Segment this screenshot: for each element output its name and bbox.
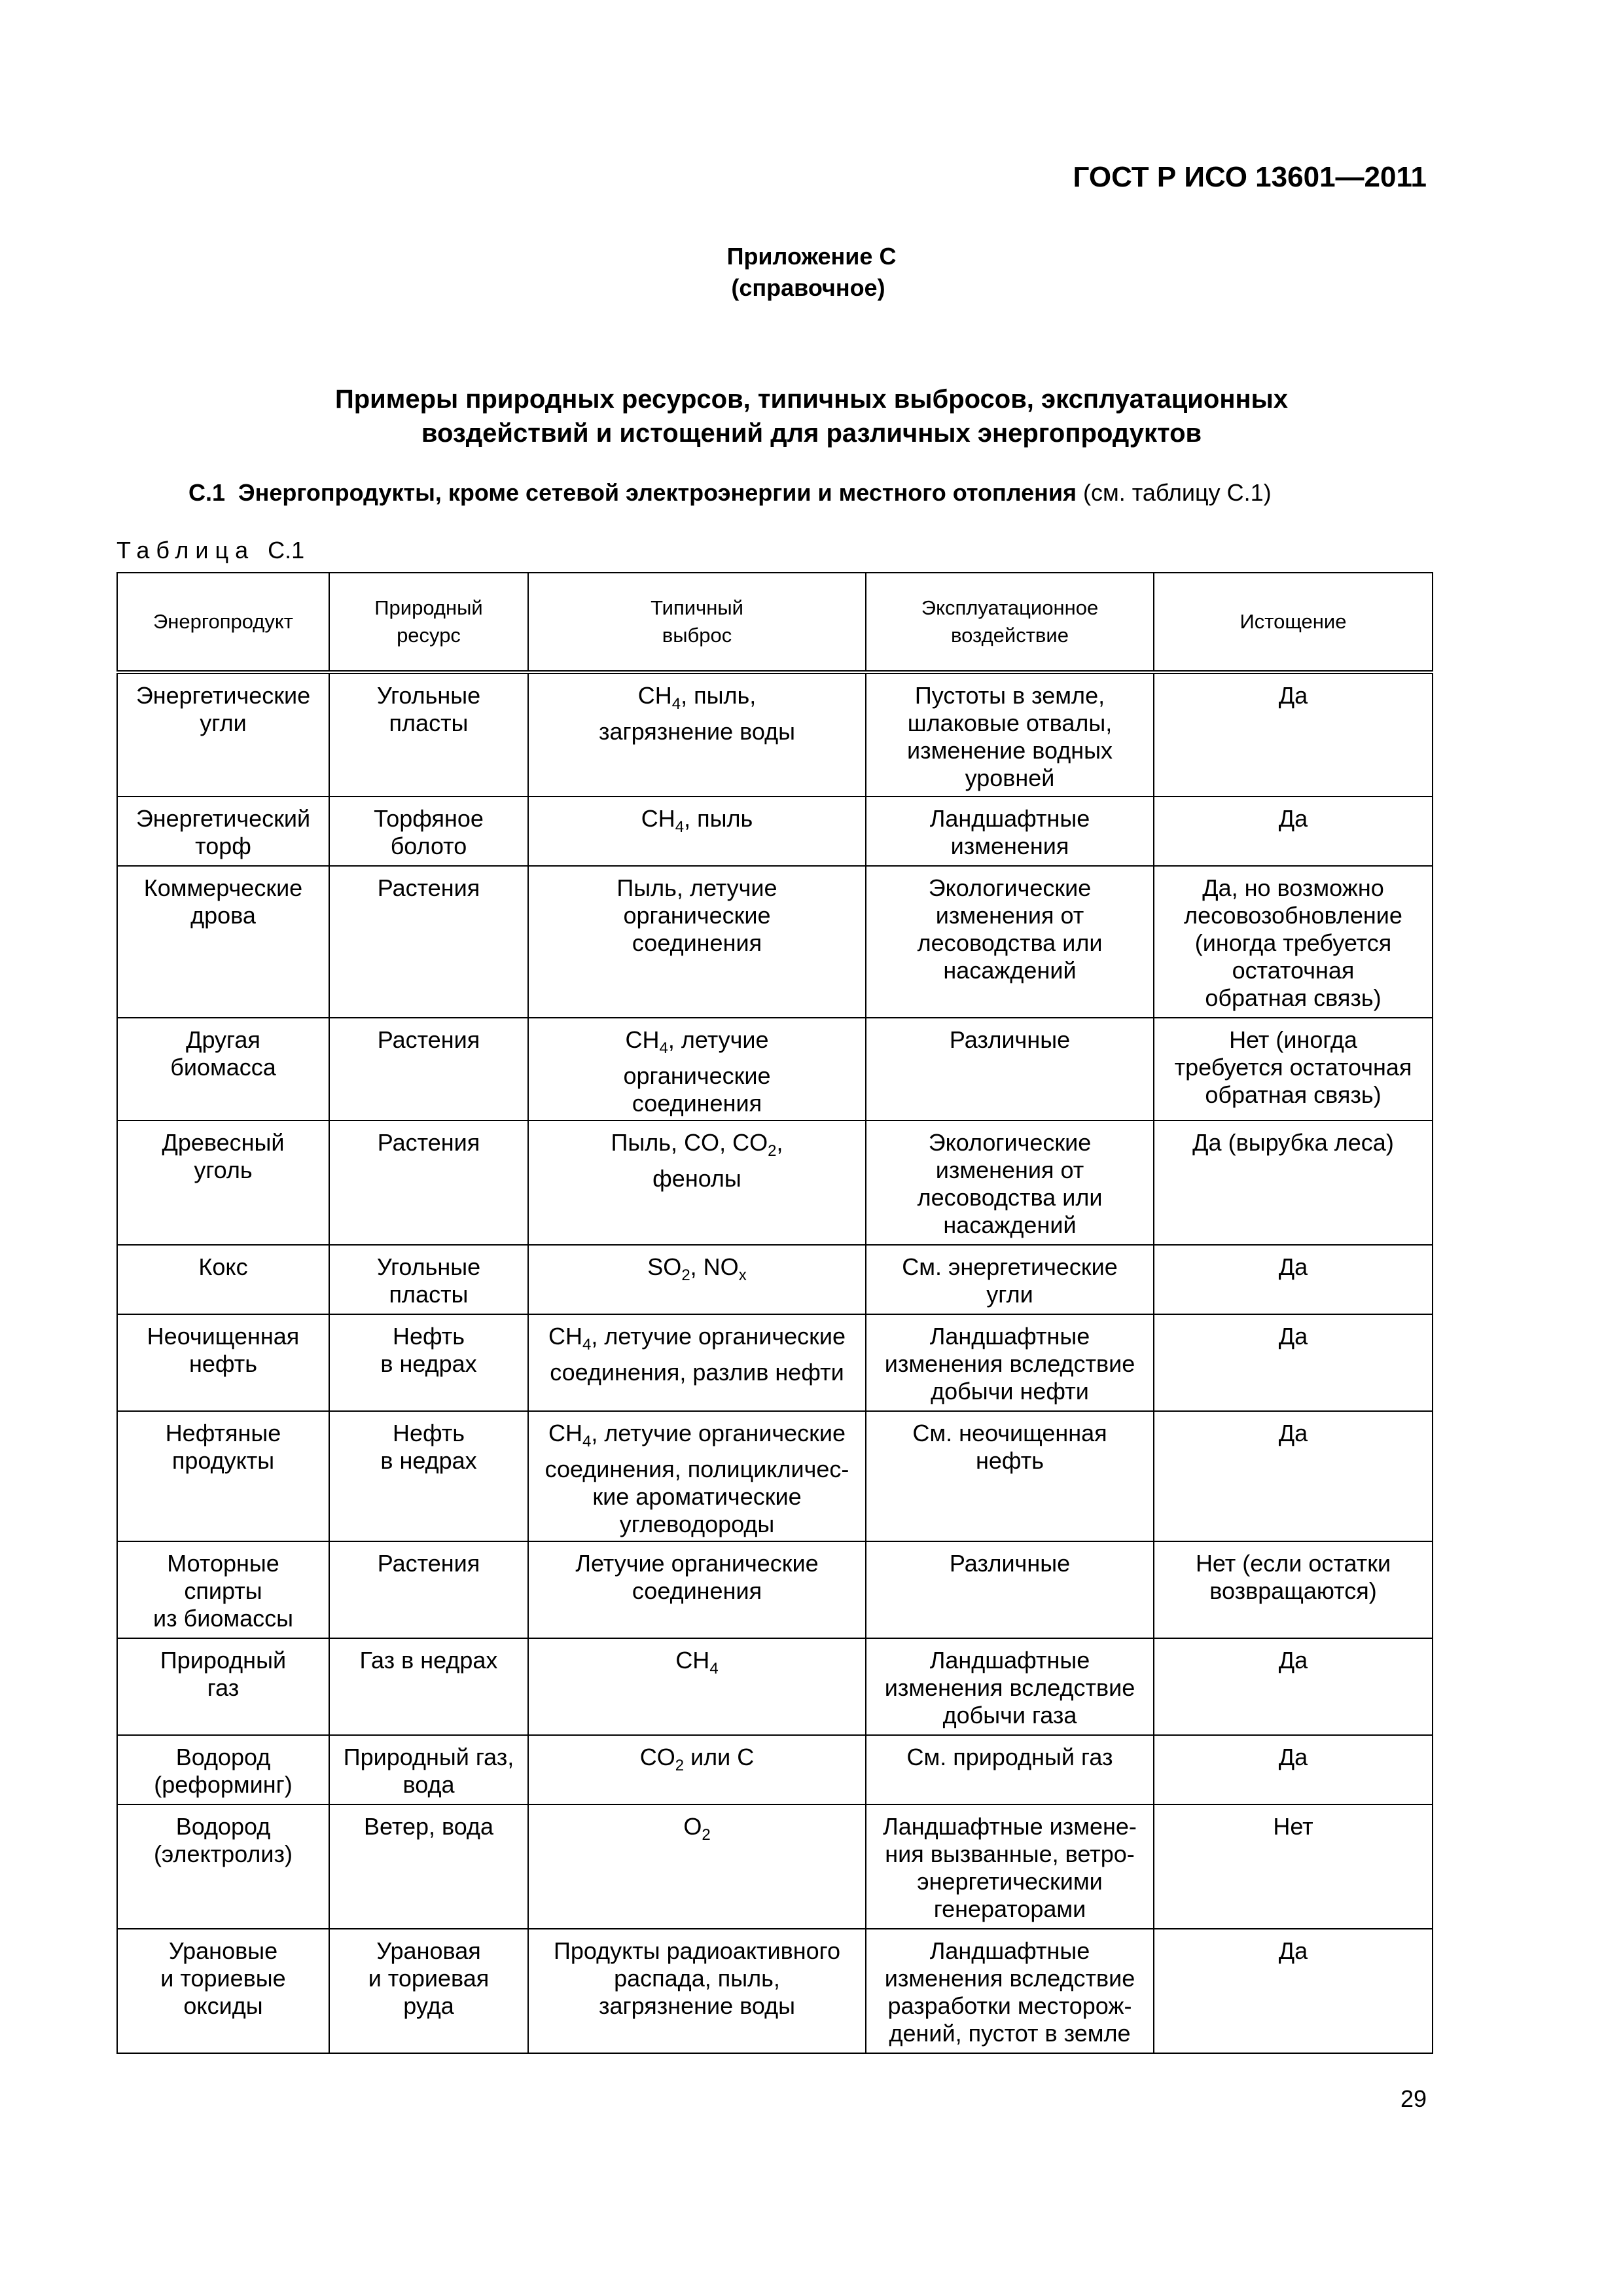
appendix-title: Приложение С [726, 243, 897, 270]
cell-natural-resource: Растения [329, 1541, 528, 1638]
cell-energy-product: Водород (реформинг) [117, 1735, 329, 1804]
cell-natural-resource: Растения [329, 1018, 528, 1121]
cell-natural-resource: Торфяное болото [329, 797, 528, 866]
cell-energy-product: Урановые и ториевые оксиды [117, 1929, 329, 2053]
cell-natural-resource: Растения [329, 1121, 528, 1245]
cell-energy-product: Неочищенная нефть [117, 1314, 329, 1411]
cell-depletion: Да [1154, 797, 1433, 866]
cell-operational-impact: Ландшафтные изменения вследствие добычи нефти [866, 1314, 1154, 1411]
cell-depletion: Да [1154, 1735, 1433, 1804]
cell-depletion: Да [1154, 1314, 1433, 1411]
cell-natural-resource: Ветер, вода [329, 1804, 528, 1929]
main-title-line-2: воздействий и истощений для различных энергопродуктов [421, 419, 1202, 448]
table-row [117, 1411, 1433, 1541]
cell-operational-impact: Пустоты в земле, шлаковые отвалы, изменение водных уровней [866, 672, 1154, 797]
section-heading [188, 479, 1272, 507]
table-row [117, 797, 1433, 866]
cell-typical-emission: $O_2$ [528, 1804, 866, 1929]
cell-depletion: Да [1154, 1638, 1433, 1735]
cell-operational-impact: Экологические изменения от лесоводства или насаждений [866, 1121, 1154, 1245]
appendix-heading [0, 241, 1623, 304]
table-caption-word: Таблица [116, 537, 255, 564]
table-row [117, 672, 1433, 797]
header-typical-emission: Типичный выброс [528, 573, 866, 672]
cell-typical-emission: $CH_4$ [528, 1638, 866, 1735]
page-number: 29 [1400, 2085, 1427, 2112]
table-row [117, 1735, 1433, 1804]
cell-typical-emission: $CO_2$ или С [528, 1735, 866, 1804]
cell-energy-product: Коммерческие дрова [117, 866, 329, 1018]
table-row [117, 1245, 1433, 1314]
cell-natural-resource: Угольные пласты [329, 672, 528, 797]
cell-depletion: Нет (иногда требуется остаточная обратная связь) [1154, 1018, 1433, 1121]
cell-typical-emission: $CH_4$, пыль [528, 797, 866, 866]
table-caption [116, 537, 304, 564]
cell-operational-impact: Ландшафтные изменения вследствие разработки месторож- дений, пустот в земле [866, 1929, 1154, 2053]
cell-typical-emission: Продукты радиоактивного распада, пыль, загрязнение воды [528, 1929, 866, 2053]
cell-energy-product: Энергетический торф [117, 797, 329, 866]
cell-operational-impact: См. неочищенная нефть [866, 1411, 1154, 1541]
header-operational-impact: Эксплуатационное воздействие [866, 573, 1154, 672]
cell-operational-impact: Различные [866, 1541, 1154, 1638]
table-row [117, 1804, 1433, 1929]
cell-energy-product: Кокс [117, 1245, 329, 1314]
cell-operational-impact: Ландшафтные изменения [866, 797, 1154, 866]
header-natural-resource: Природный ресурс [329, 573, 528, 672]
cell-typical-emission: $CH_4$, пыль, загрязнение воды [528, 672, 866, 797]
main-title [0, 382, 1623, 450]
cell-energy-product: Нефтяные продукты [117, 1411, 329, 1541]
cell-depletion: Да [1154, 1245, 1433, 1314]
cell-operational-impact: Экологические изменения от лесоводства или насаждений [866, 866, 1154, 1018]
section-reference: (см. таблицу С.1) [1083, 479, 1272, 506]
cell-natural-resource: Газ в недрах [329, 1638, 528, 1735]
cell-typical-emission: $SO_2$, $NO_x$ [528, 1245, 866, 1314]
table-row [117, 1929, 1433, 2053]
cell-typical-emission: Летучие органические соединения [528, 1541, 866, 1638]
cell-natural-resource: Нефть в недрах [329, 1411, 528, 1541]
cell-typical-emission: $CH_4$, летучие органические соединения [528, 1018, 866, 1121]
appendix-note: (справочное) [731, 274, 885, 301]
section-title: Энергопродукты, кроме сетевой электроэнергии и местного отопления [238, 479, 1077, 506]
cell-energy-product: Природный газ [117, 1638, 329, 1735]
header-depletion: Истощение [1154, 573, 1433, 672]
cell-operational-impact: Различные [866, 1018, 1154, 1121]
table-body [117, 672, 1433, 2053]
cell-typical-emission: Пыль, летучие органические соединения [528, 866, 866, 1018]
cell-typical-emission: $CH_4$, летучие органические соединения, разлив нефти [528, 1314, 866, 1411]
cell-natural-resource: Урановая и ториевая руда [329, 1929, 528, 2053]
table-header-row [117, 573, 1433, 672]
table-row [117, 1541, 1433, 1638]
cell-natural-resource: Угольные пласты [329, 1245, 528, 1314]
table-row [117, 1018, 1433, 1121]
main-title-line-1: Примеры природных ресурсов, типичных выбросов, эксплуатационных [334, 385, 1289, 414]
cell-depletion: Да (вырубка леса) [1154, 1121, 1433, 1245]
cell-operational-impact: См. энергетические угли [866, 1245, 1154, 1314]
cell-depletion: Нет [1154, 1804, 1433, 1929]
cell-operational-impact: Ландшафтные изменения вследствие добычи газа [866, 1638, 1154, 1735]
cell-energy-product: Древесный уголь [117, 1121, 329, 1245]
cell-typical-emission: $CH_4$, летучие органические соединения, полицикличес- кие ароматические углеводороды [528, 1411, 866, 1541]
cell-energy-product: Водород (электролиз) [117, 1804, 329, 1929]
cell-depletion: Да [1154, 1929, 1433, 2053]
cell-depletion: Нет (если остатки возвращаются) [1154, 1541, 1433, 1638]
cell-energy-product: Моторные спирты из биомассы [117, 1541, 329, 1638]
cell-natural-resource: Природный газ, вода [329, 1735, 528, 1804]
energy-products-table [116, 572, 1433, 2054]
table-row [117, 1121, 1433, 1245]
table-row [117, 1638, 1433, 1735]
table-row [117, 866, 1433, 1018]
cell-operational-impact: Ландшафтные измене- ния вызванные, ветро- энергетическими генераторами [866, 1804, 1154, 1929]
header-energy-product: Энергопродукт [117, 573, 329, 672]
cell-operational-impact: См. природный газ [866, 1735, 1154, 1804]
document-code: ГОСТ Р ИСО 13601—2011 [1073, 161, 1427, 193]
section-number: С.1 [188, 479, 226, 506]
cell-natural-resource: Нефть в недрах [329, 1314, 528, 1411]
cell-depletion: Да [1154, 1411, 1433, 1541]
cell-depletion: Да, но возможно лесовозобновление (иногда требуется остаточная обратная связь) [1154, 866, 1433, 1018]
cell-typical-emission: Пыль, CO, $CO_2$, фенолы [528, 1121, 866, 1245]
cell-energy-product: Энергетические угли [117, 672, 329, 797]
cell-natural-resource: Растения [329, 866, 528, 1018]
cell-depletion: Да [1154, 672, 1433, 797]
table-caption-number: С.1 [268, 537, 305, 564]
cell-energy-product: Другая биомасса [117, 1018, 329, 1121]
table-row [117, 1314, 1433, 1411]
